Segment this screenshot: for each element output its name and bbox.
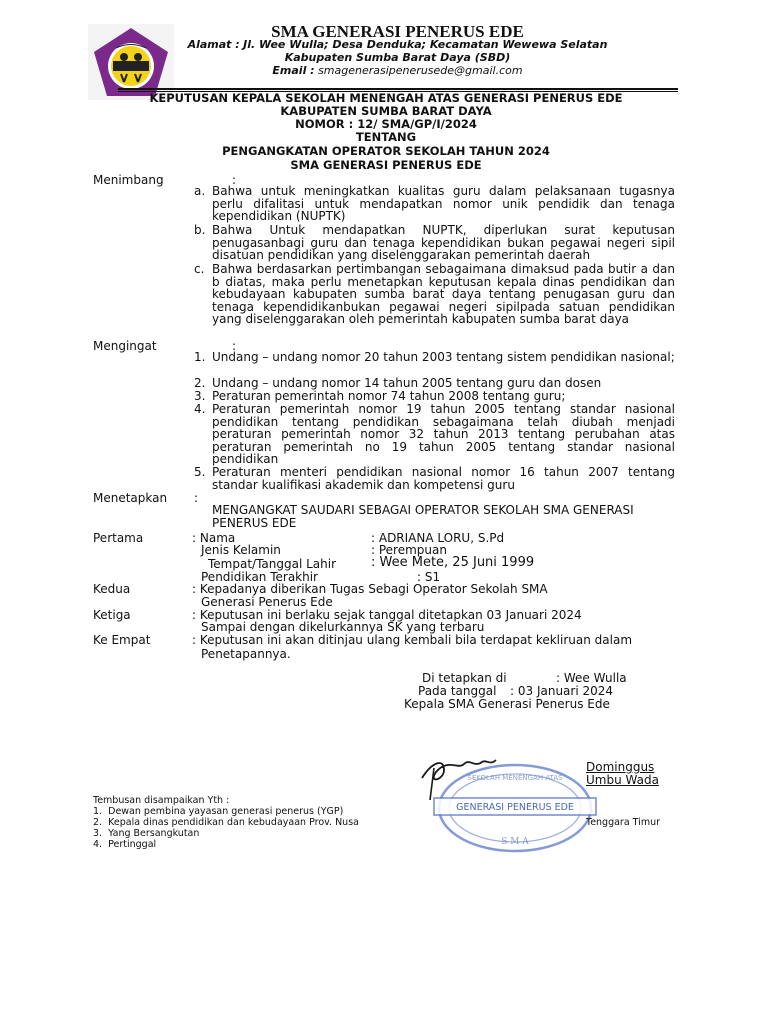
cc-item: 3. Yang Bersangkutan: [93, 828, 200, 839]
ketiga-text-cont: Sampai dengan dikelurkannya SK yang terbaru: [201, 620, 485, 634]
svg-text:GENERASI PENERUS EDE: GENERASI PENERUS EDE: [456, 802, 574, 813]
mengingat-colon: :: [232, 339, 237, 353]
pertama-label: Pertama: [93, 531, 144, 545]
official-stamp: [414, 756, 597, 854]
keempat-text: : Keputusan ini akan ditinjau ulang kembali bila terdapat kekliruan dalam: [192, 633, 633, 647]
header-rule: [118, 88, 678, 90]
kedua-text-cont: Generasi Penerus Ede: [201, 595, 333, 609]
name-label: : Nama: [192, 531, 236, 545]
menetapkan-label: Menetapkan: [93, 491, 168, 505]
cc-item: 1. Dewan pembina yayasan generasi penerus (YGP): [93, 806, 344, 817]
keempat-text-cont: Penetapannya.: [201, 647, 291, 661]
decree-title: KEPUTUSAN KEPALA SEKOLAH MENENGAH ATAS GENERASI PENERUS EDE: [149, 91, 623, 105]
gender-label: Jenis Kelamin: [201, 543, 281, 557]
gender-value: : Perempuan: [371, 543, 447, 557]
position-title: Kepala SMA Generasi Penerus Ede: [404, 697, 610, 711]
address-line: Alamat : Jl. Wee Wulla; Desa Denduka; Kecamatan Wewewa Selatan: [187, 38, 608, 51]
menimbang-colon: :: [232, 173, 237, 187]
decree-number: NOMOR : 12/ SMA/GP/I/2024: [295, 117, 477, 131]
decree-regency: KABUPATEN SUMBA BARAT DAYA: [280, 104, 492, 118]
decree-subject: PENGANGKATAN OPERATOR SEKOLAH TAHUN 2024: [222, 144, 550, 158]
education-value: : S1: [417, 570, 441, 584]
cc-title: Tembusan disampaikan Yth :: [93, 795, 230, 806]
svg-text:S M A: S M A: [501, 837, 529, 847]
menetapkan-colon: :: [194, 491, 199, 505]
headmaster-name-cont: Umbu Wada: [586, 773, 659, 787]
email-line: Email : smagenerasipenerusede@gmail.com: [272, 64, 523, 77]
place-label: Di tetapkan di: [422, 671, 507, 685]
cc-item: 4. Pertinggal: [93, 839, 157, 850]
birth-label: Tempat/Tanggal Lahir: [208, 557, 337, 571]
headmaster-name: Dominggus: [586, 760, 655, 774]
svg-text:SEKOLAH MENENGAH ATAS: SEKOLAH MENENGAH ATAS: [467, 774, 563, 782]
education-label: Pendidikan Terakhir: [201, 570, 318, 584]
place-value: : Wee Wulla: [556, 671, 627, 685]
mengingat-label: Mengingat: [93, 339, 157, 353]
menimbang-label: Menimbang: [93, 173, 164, 187]
date-label: Pada tanggal: [418, 684, 497, 698]
date-value: : 03 Januari 2024: [510, 684, 614, 698]
name-value: : ADRIANA LORU, S.Pd: [371, 531, 505, 545]
decree-school: SMA GENERASI PENERUS EDE: [290, 158, 482, 172]
regency-line: Kabupaten Sumba Barat Daya (SBD): [284, 51, 511, 64]
school-name: SMA GENERASI PENERUS EDE: [271, 22, 524, 41]
kedua-label: Kedua: [93, 582, 131, 596]
keempat-label: Ke Empat: [93, 633, 151, 647]
cc-item: 2. Kepala dinas pendidikan dan kebudayaan Prov. Nusa: [93, 817, 359, 828]
kedua-text: : Kepadanya diberikan Tugas Sebagi Operator Sekolah SMA: [192, 582, 548, 596]
ketiga-label: Ketiga: [93, 608, 131, 622]
birth-value: : Wee Mete, 25 Juni 1999: [371, 555, 535, 570]
menetapkan-text: MENGANGKAT SAUDARI SEBAGAI OPERATOR SEKOLAH SMA GENERASI PENERUS EDE: [212, 503, 634, 530]
cc-item-overflow: Tenggara Timur: [586, 817, 661, 828]
ketiga-text: : Keputusan ini berlaku sejak tanggal ditetapkan 03 Januari 2024: [192, 608, 582, 622]
decree-about: TENTANG: [355, 130, 417, 144]
